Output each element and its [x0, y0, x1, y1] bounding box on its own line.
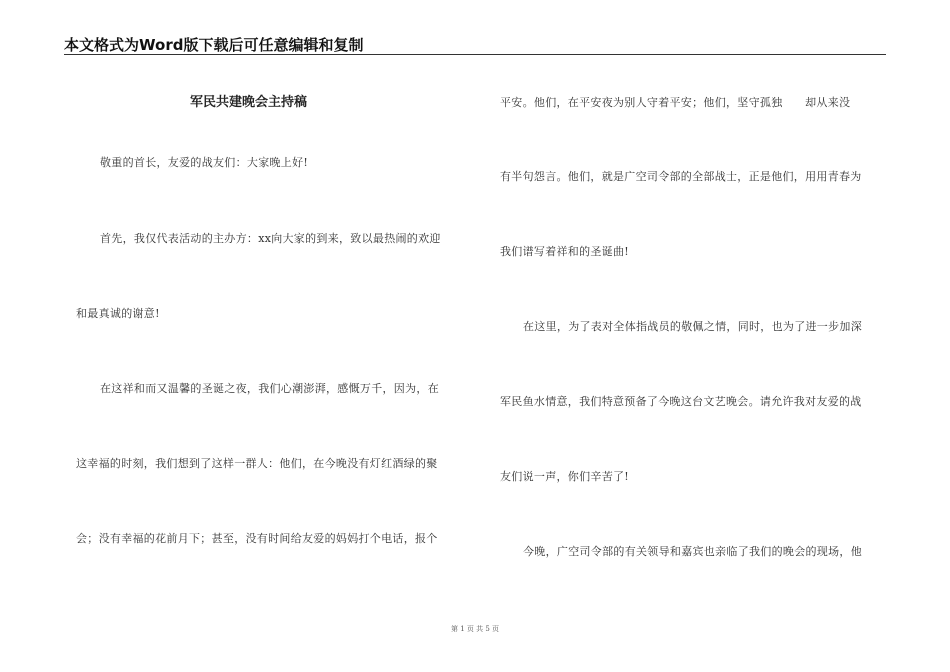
right-line-1: 平安。他们，在平安夜为别人守着平安；他们，坚守孤独 却从来没	[500, 96, 851, 109]
left-line-2: 首先，我仅代表活动的主办方：xx向大家的到来，致以最热闹的欢迎	[100, 232, 441, 245]
right-line-6: 友们说一声，你们辛苦了!	[500, 470, 630, 483]
left-line-4: 在这祥和而又温馨的圣诞之夜，我们心潮澎湃，感慨万千，因为，在	[100, 382, 439, 395]
left-line-3: 和最真诚的谢意!	[76, 307, 160, 320]
document-title: 军民共建晚会主持稿	[190, 95, 308, 110]
left-line-1: 敬重的首长，友爱的战友们：大家晚上好!	[100, 156, 309, 169]
right-line-3: 我们谱写着祥和的圣诞曲!	[500, 245, 630, 258]
page-number: 第 1 页 共 5 页	[450, 625, 500, 633]
header-title: 本文格式为Word版下载后可任意编辑和复制	[64, 36, 364, 54]
right-line-5: 军民鱼水情意，我们特意预备了今晚这台文艺晚会。请允许我对友爱的战	[500, 395, 862, 408]
header-divider	[64, 54, 886, 55]
right-line-2: 有半句怨言。他们，就是广空司令部的全部战士，正是他们，用用青春为	[500, 170, 862, 183]
right-line-7: 今晚，广空司令部的有关领导和嘉宾也亲临了我们的晚会的现场，他	[523, 545, 862, 558]
right-line-4: 在这里，为了表对全体指战员的敬佩之情，同时，也为了进一步加深	[523, 320, 862, 333]
left-line-5: 这幸福的时刻，我们想到了这样一群人：他们，在今晚没有灯红酒绿的聚	[76, 457, 438, 470]
left-line-6: 会；没有幸福的花前月下；甚至，没有时间给友爱的妈妈打个电话，报个	[76, 532, 438, 545]
